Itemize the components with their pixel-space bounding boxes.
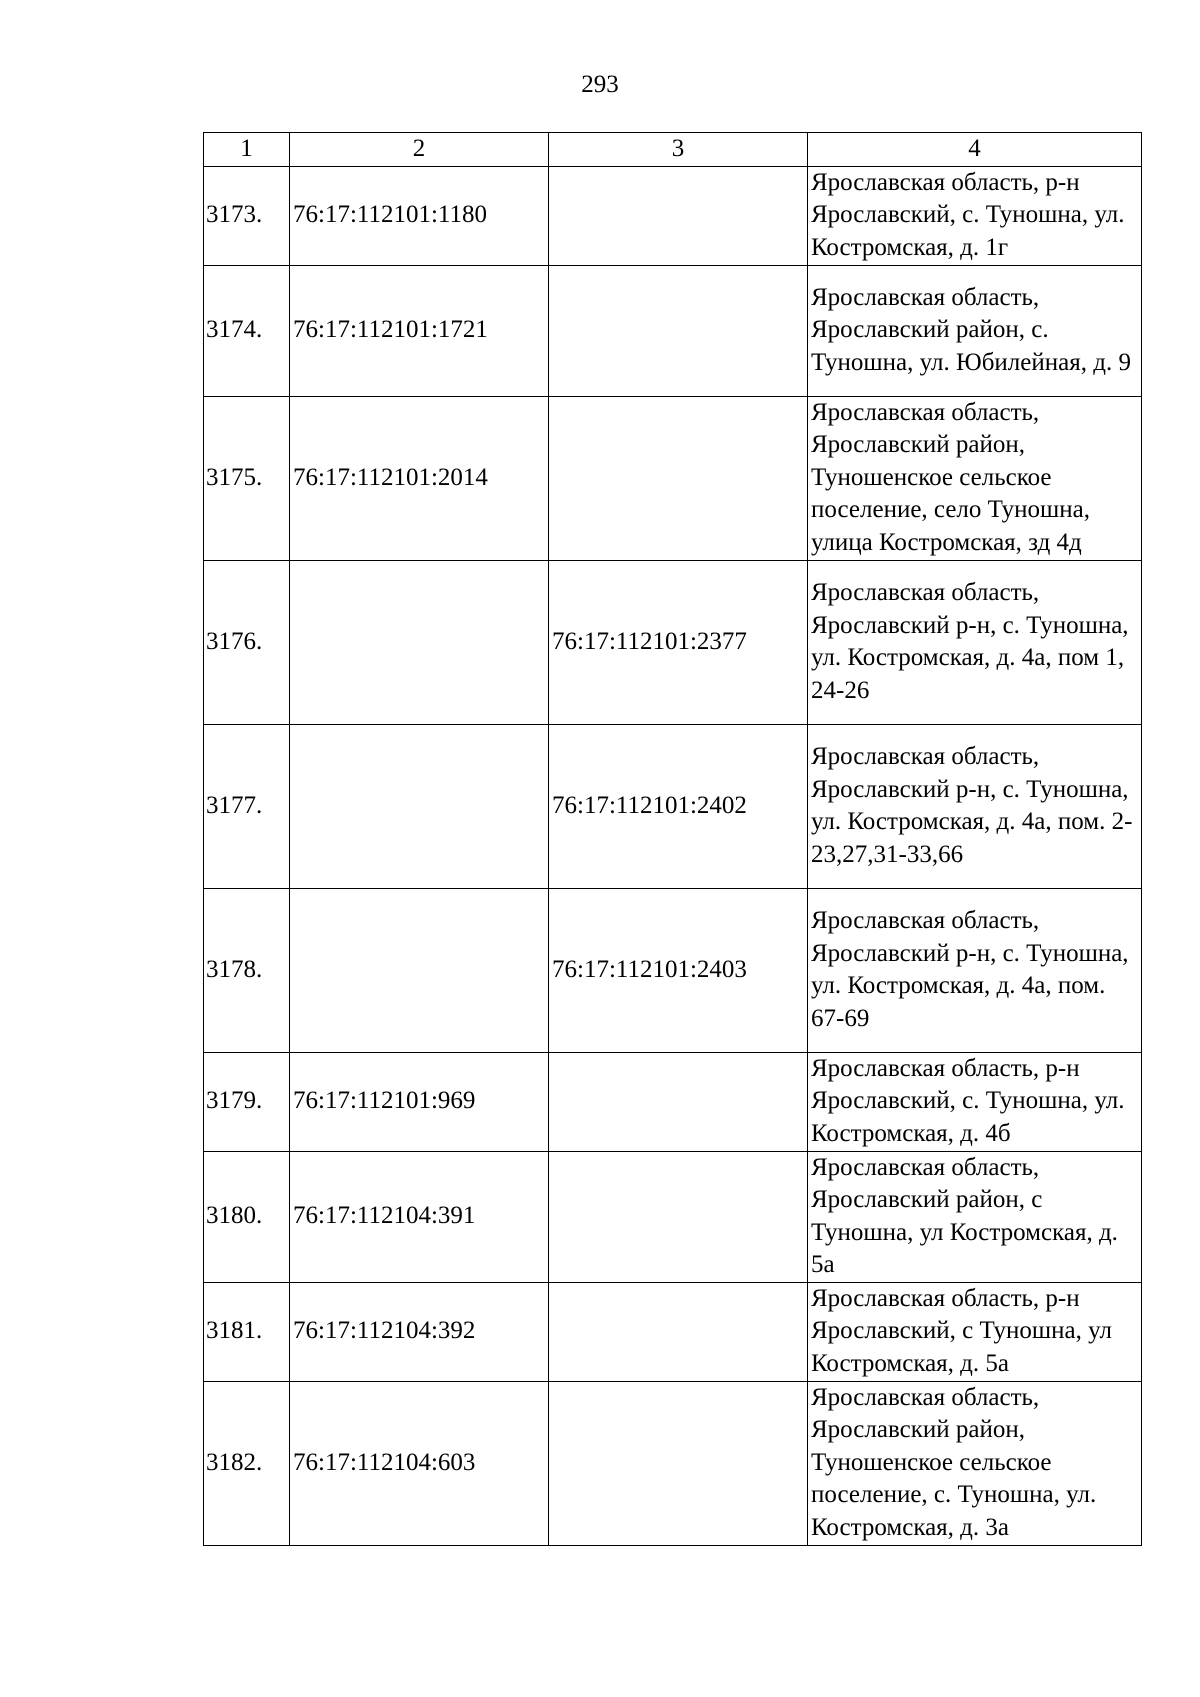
address: Ярославская область, Ярославский район, с Туношна, ул Костромская, д. 5а	[808, 1151, 1142, 1282]
table-row	[204, 166, 1142, 265]
page-number: 293	[581, 71, 619, 98]
header-cell-4: 4	[808, 133, 1142, 167]
cadastral-number: 76:17:112101:1180	[290, 166, 549, 265]
row-number: 3180.	[204, 1151, 290, 1282]
cadastral-number-secondary	[549, 265, 808, 396]
address: Ярославская область, Ярославский р-н, с. Туношна, ул. Костромская, д. 4а, пом. 67-69	[808, 888, 1142, 1052]
table-row	[204, 396, 1142, 560]
cadastral-number-secondary: 76:17:112101:2402	[549, 724, 808, 888]
address: Ярославская область, р-н Ярославский, с Туношна, ул Костромская, д. 5а	[808, 1282, 1142, 1381]
cadastral-number-secondary	[549, 396, 808, 560]
row-number: 3179.	[204, 1052, 290, 1151]
table-row	[204, 265, 1142, 396]
row-number: 3174.	[204, 265, 290, 396]
row-number: 3177.	[204, 724, 290, 888]
row-number: 3181.	[204, 1282, 290, 1381]
cadastral-number-secondary	[549, 1381, 808, 1545]
address: Ярославская область, р-н Ярославский, с. Туношна, ул. Костромская, д. 4б	[808, 1052, 1142, 1151]
cadastral-number: 76:17:112101:969	[290, 1052, 549, 1151]
row-number: 3175.	[204, 396, 290, 560]
header-cell-2: 2	[290, 133, 549, 167]
cadastral-number	[290, 888, 549, 1052]
address: Ярославская область, Ярославский район, с. Туношна, ул. Юбилейная, д. 9	[808, 265, 1142, 396]
row-number: 3173.	[204, 166, 290, 265]
row-number: 3178.	[204, 888, 290, 1052]
cadastral-number: 76:17:112101:2014	[290, 396, 549, 560]
cadastral-number	[290, 560, 549, 724]
address: Ярославская область, Ярославский р-н, с. Туношна, ул. Костромская, д. 4а, пом 1, 24-26	[808, 560, 1142, 724]
address: Ярославская область, р-н Ярославский, с. Туношна, ул. Костромская, д. 1г	[808, 166, 1142, 265]
table-row	[204, 1052, 1142, 1151]
table-row	[204, 1282, 1142, 1381]
cadastral-number	[290, 724, 549, 888]
table-header-row	[204, 133, 1142, 167]
table-row	[204, 888, 1142, 1052]
header-cell-1: 1	[204, 133, 290, 167]
cadastral-number-secondary: 76:17:112101:2403	[549, 888, 808, 1052]
cadastral-number: 76:17:112104:392	[290, 1282, 549, 1381]
table-row	[204, 1151, 1142, 1282]
address: Ярославская область, Ярославский район, Туношенское сельское поселение, с. Туношна, ул. Костромская, д. 3а	[808, 1381, 1142, 1545]
cadastral-number: 76:17:112104:603	[290, 1381, 549, 1545]
cadastral-number: 76:17:112104:391	[290, 1151, 549, 1282]
header-cell-3: 3	[549, 133, 808, 167]
address: Ярославская область, Ярославский р-н, с. Туношна, ул. Костромская, д. 4а, пом. 2-23,27,31-33,66	[808, 724, 1142, 888]
table-row	[204, 724, 1142, 888]
cadastral-number-secondary	[549, 166, 808, 265]
cadastral-number-secondary	[549, 1151, 808, 1282]
cadastral-number-secondary: 76:17:112101:2377	[549, 560, 808, 724]
register-table	[203, 132, 1142, 1546]
cadastral-number-secondary	[549, 1052, 808, 1151]
row-number: 3176.	[204, 560, 290, 724]
cadastral-number-secondary	[549, 1282, 808, 1381]
address: Ярославская область, Ярославский район, Туношенское сельское поселение, село Туношна, улица Костромская, зд 4д	[808, 396, 1142, 560]
table-row	[204, 1381, 1142, 1545]
cadastral-number: 76:17:112101:1721	[290, 265, 549, 396]
row-number: 3182.	[204, 1381, 290, 1545]
table-row	[204, 560, 1142, 724]
